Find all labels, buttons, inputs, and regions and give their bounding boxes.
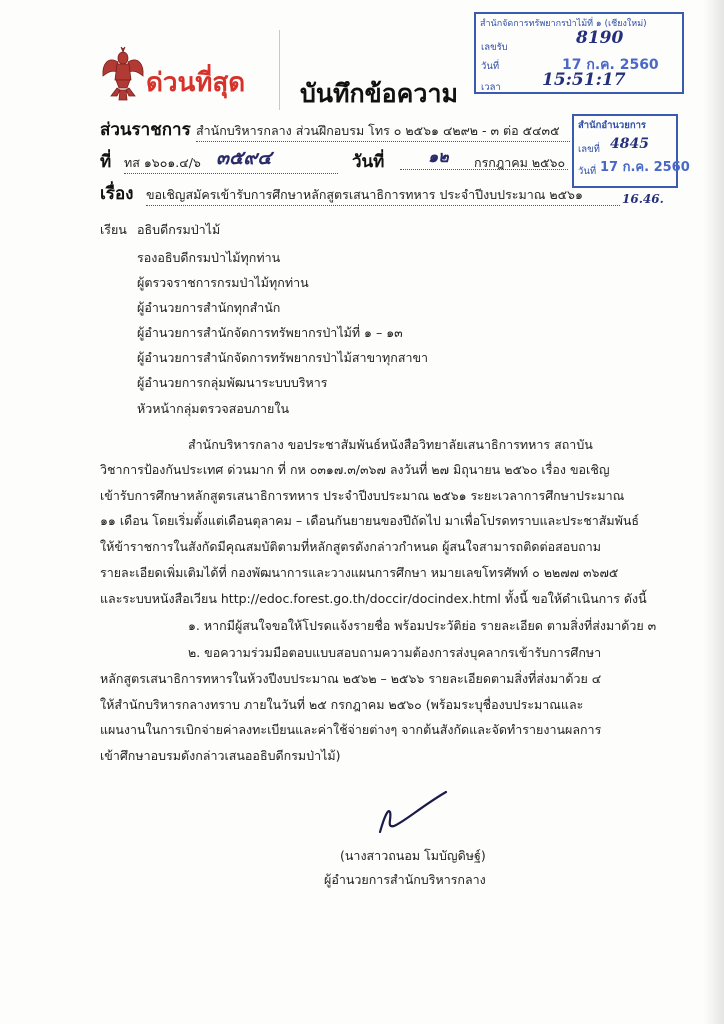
stamp-date-value: 17 ก.ค. 2560 [562,57,659,73]
recipient-item: ผู้อำนวยการสำนักจัดการทรัพยากรป่าไม้สาขาทุกสาขา [137,350,429,365]
body-line: และระบบหนังสือเวียน http://edoc.forest.go.th/doccir/docindex.html ทั้งนี้ ขอให้ดำเนินการ ดังนี้ [100,591,647,606]
recipient-item: ผู้อำนวยการกลุ่มพัฒนาระบบบริหาร [137,375,328,390]
recipient-item: ผู้อำนวยการสำนักจัดการทรัพยากรป่าไม้ที่ ๑ – ๑๓ [137,325,403,340]
stamp-no-value: 8190 [576,28,624,48]
date-label: วันที่ [352,152,385,172]
subject-value: ขอเชิญสมัครเข้ารับการศึกษาหลักสูตรเสนาธิการทหาร ประจำปีงบประมาณ ๒๕๖๑ [146,185,620,206]
stamp-time-value: 15:51:17 [542,70,626,90]
stamp-date-label: วันที่ [481,61,500,72]
stamp2-no-value: 4845 [610,136,649,152]
ref-handwritten-number: ๓๕๙๔ [216,147,272,169]
date-value: กรกฎาคม ๒๕๖๐ [474,155,566,170]
signatory-name: (นางสาวถนอม โมบัญดิษฐ์) [340,848,486,863]
body-line: รายละเอียดเพิ่มเติมได้ที่ กองพัฒนาการและวางแผนการศึกษา หมายเลขโทรศัพท์ ๐ ๒๒๗๗ ๓๖๗๕ [100,565,619,580]
agency-label: ส่วนราชการ [100,120,191,140]
recipient-item: อธิบดีกรมป่าไม้ [137,222,221,237]
body-line: สำนักบริหารกลาง ขอประชาสัมพันธ์หนังสือวิทยาลัยเสนาธิการทหาร สถาบัน [188,437,593,452]
garuda-emblem-icon [100,46,146,104]
stamp2-date-value: 17 ก.ค. 2560 [600,160,690,175]
recipient-item: รองอธิบดีกรมป่าไม้ทุกท่าน [137,250,281,265]
body-line: แผนงานในการเบิกจ่ายค่าลงทะเบียนและค่าใช้จ่ายต่างๆ จากต้นสังกัดและจัดทำรายงานผลการ [100,722,602,737]
body-line: เข้ารับการศึกษาหลักสูตรเสนาธิการทหาร ประจำปีงบประมาณ ๒๕๖๑ ระยะเวลาการศึกษาประมาณ [100,488,625,503]
stamp2-time-note: 16.46. [622,192,664,206]
body-line: วิชาการป้องกันประเทศ ด่วนมาก ที่ กห ๐๓๑๗.๓/๓๖๗ ลงวันที่ ๒๗ มิถุนายน ๒๕๖๐ เรื่อง ขอเชิญ [100,462,610,477]
recipient-item: ผู้อำนวยการสำนักทุกสำนัก [137,300,281,315]
body-item-1: ๑. หากมีผู้สนใจขอให้โปรดแจ้งรายชื่อ พร้อมประวัติย่อ รายละเอียด ตามสิ่งที่ส่งมาด้วย ๓ [188,618,657,633]
subject-label: เรื่อง [100,184,134,204]
memo-title: บันทึกข้อความ [300,79,458,108]
body-line: ๒. ขอความร่วมมือตอบแบบสอบถามความต้องการส่งบุคลากรเข้ารับการศึกษา [188,645,602,660]
body-line: ให้ข้าราชการในสังกัดมีคุณสมบัติตามที่หลักสูตรดังกล่าวกำหนด ผู้สนใจสามารถติดต่อสอบถาม [100,539,601,554]
stamp2-no-label: เลขที่ [578,144,600,155]
scan-edge [704,0,724,1024]
header-divider [279,30,280,110]
signatory-position: ผู้อำนวยการสำนักบริหารกลาง [324,872,486,887]
recipient-item: ผู้ตรวจราชการกรมป่าไม้ทุกท่าน [137,275,309,290]
director-office-stamp [572,114,690,188]
body-line: หลักสูตรเสนาธิการทหารในห้วงปีงบประมาณ ๒๕๖๒ – ๒๕๖๖ รายละเอียดตามสิ่งที่ส่งมาด้วย ๔ [100,671,602,686]
receipt-stamp [474,12,684,94]
ref-label: ที่ [100,152,112,172]
agency-value: สำนักบริหารกลาง ส่วนฝึกอบรม โทร ๐ ๒๕๖๑ ๔๒๙๒ - ๓ ต่อ ๕๔๓๕ [196,121,570,142]
body-line: ๑๑ เดือน โดยเริ่มตั้งแต่เดือนตุลาคม – เดือนกันยายนของปีถัดไป มาเพื่อโปรดทราบและประชาสัมพันธ์ [100,513,640,528]
date-handwritten-day: ๑๒ [428,147,449,166]
recipient-item: หัวหน้ากลุ่มตรวจสอบภายใน [137,401,290,416]
signature-mark [374,788,454,838]
urgency-label: ด่วนที่สุด [146,68,246,98]
stamp-time-label: เวลา [481,82,501,93]
salutation-label: เรียน [100,222,127,237]
stamp2-date-label: วันที่ [578,166,597,177]
body-line: ให้สำนักบริหารกลางทราบ ภายในวันที่ ๒๕ กรกฎาคม ๒๕๖๐ (พร้อมระบุชื่องบประมาณและ [100,697,584,712]
body-line: เข้าศึกษาอบรมดังกล่าวเสนออธิบดีกรมป่าไม้) [100,748,341,763]
stamp-no-label: เลขรับ [481,42,508,53]
stamp2-office: สำนักอำนวยการ [578,120,647,131]
stamp-office: สำนักจัดการทรัพยากรป่าไม้ที่ ๑ (เชียงใหม่) [480,19,647,29]
ref-value: ทส ๑๖๐๑.๔/๖ [124,153,338,174]
